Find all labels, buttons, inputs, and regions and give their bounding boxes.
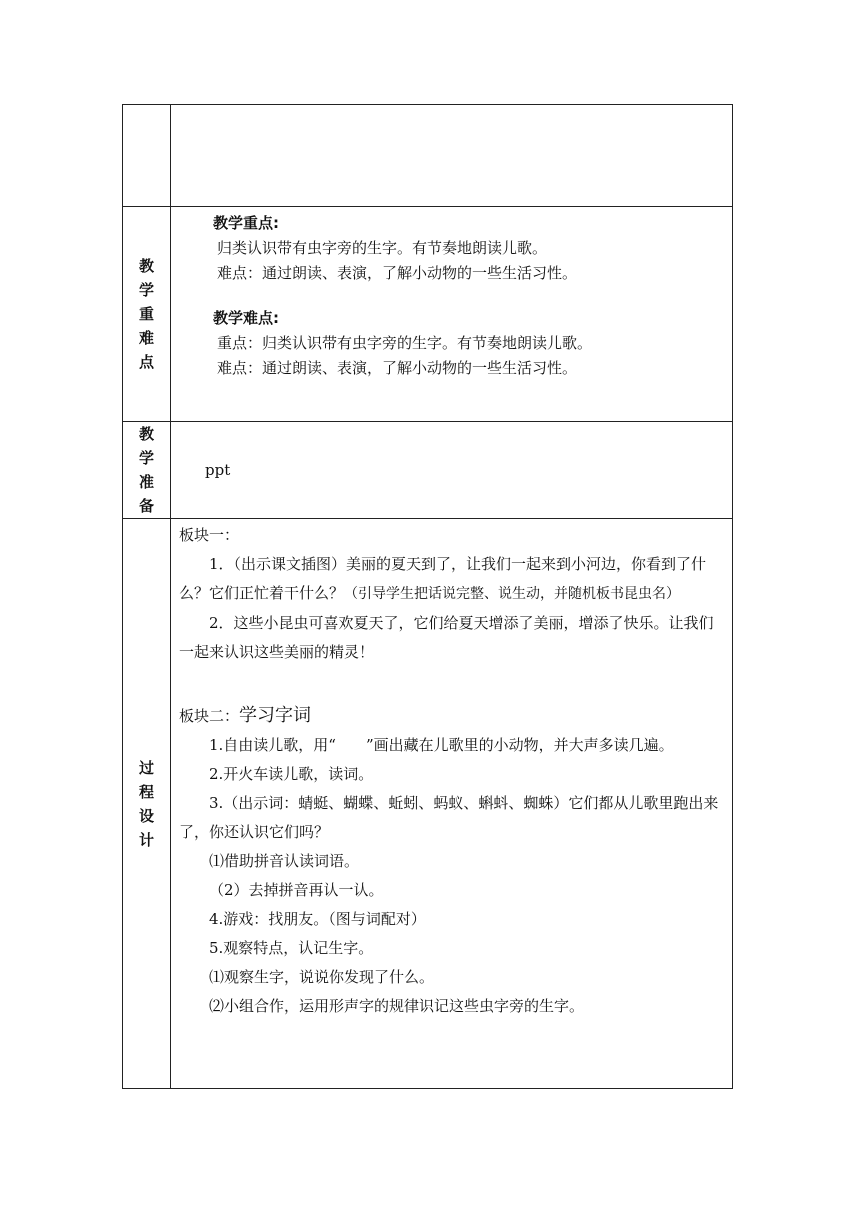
section-one-title: 板块一： [179, 526, 240, 544]
difficulty-line: 难点：通过朗读、表演，了解小动物的一些生活习性。 [217, 359, 578, 377]
section-two-item: 3.（出示词：蜻蜓、蝴蝶、蚯蚓、蚂蚁、蝌蚪、蜘蛛）它们都从儿歌里跑出来了，你还认识它们吗？ [179, 794, 719, 841]
content-cell-process [171, 519, 733, 1089]
content-cell-empty [171, 105, 733, 207]
section-two-item: 1.自由读儿歌，用“ ”画出藏在儿歌里的小动物，并大声多读几遍。 [209, 736, 674, 754]
label-cell-process [123, 519, 171, 1089]
row-label-key-points: 教 学 重 难 点 [138, 257, 154, 371]
label-cell-key-points [123, 207, 171, 422]
key-line: 归类认识带有虫字旁的生字。有节奏地朗读儿歌。 [217, 239, 548, 257]
difficulty-heading: 教学难点: [213, 309, 279, 327]
section-one-paragraph: 1．（出示课文插图）美丽的夏天到了，让我们一起来到小河边，你看到了什么？它们正忙着干什么？（引导学生把话说完整、说生动，并随机板书昆虫名） [179, 555, 707, 602]
label-cell-empty [123, 105, 171, 207]
row-label-preparation: 教 学 准 备 [138, 425, 154, 515]
table-row-top-empty [123, 105, 733, 207]
table-row-process [123, 519, 733, 1089]
content-cell-key-points [171, 207, 733, 422]
table-row-preparation [123, 422, 733, 519]
section-two-subitem: ⑴观察生字，说说你发现了什么。 [209, 968, 435, 986]
label-cell-preparation [123, 422, 171, 519]
content-cell-preparation [171, 422, 733, 519]
section-two-subitem: （2）去掉拼音再认一认。 [209, 881, 384, 899]
section-two-subitem: ⑵小组合作，运用形声字的规律识记这些虫字旁的生字。 [209, 997, 585, 1015]
row-label-process: 过 程 设 计 [138, 758, 154, 849]
section-two-title: 板块二：学习字词 [179, 705, 312, 726]
table-row-key-points [123, 207, 733, 422]
preparation-text: ppt [205, 460, 231, 479]
section-two-item: 5.观察特点，认记生字。 [209, 939, 374, 957]
key-heading: 教学重点: [213, 214, 279, 232]
difficulty-line: 重点：归类认识带有虫字旁的生字。有节奏地朗读儿歌。 [217, 334, 593, 352]
section-two-subitem: ⑴借助拼音认读词语。 [209, 852, 360, 870]
lesson-plan-table [122, 104, 733, 1089]
section-two-item: 4.游戏：找朋友。（图与词配对） [209, 910, 426, 928]
section-two-item: 2.开火车读儿歌，读词。 [209, 765, 374, 783]
key-line: 难点：通过朗读、表演，了解小动物的一些生活习性。 [217, 264, 578, 282]
section-one-paragraph: 2．这些小昆虫可喜欢夏天了，它们给夏天增添了美丽，增添了快乐。让我们一起来认识这些美丽的精灵！ [179, 614, 714, 661]
